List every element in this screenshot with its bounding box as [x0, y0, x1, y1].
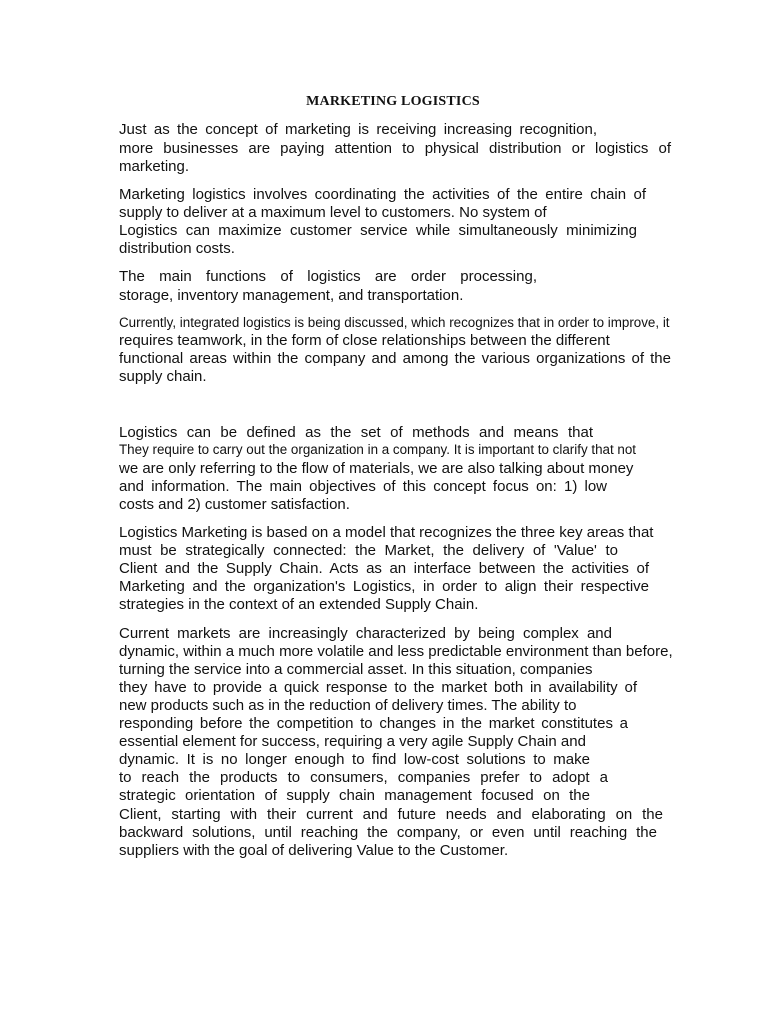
paragraph-4-line-3: functional areas within the company and among the various organizations of the	[119, 350, 671, 367]
paragraph-7-line-7: essential element for success, requiring a very agile Supply Chain and	[119, 733, 586, 750]
paragraph-7-line-2: dynamic, within a much more volatile and less predictable environment than before,	[119, 643, 673, 660]
paragraph-2-line-2: supply to deliver at a maximum level to customers. No system of	[119, 204, 547, 221]
paragraph-2-line-1: Marketing logistics involves coordinating the activities of the entire chain of	[119, 186, 646, 203]
paragraph-7-line-12: backward solutions, until reaching the company, or even until reaching the	[119, 824, 657, 841]
paragraph-5-line-5: costs and 2) customer satisfaction.	[119, 496, 350, 513]
paragraph-6-line-1: Logistics Marketing is based on a model that recognizes the three key areas that	[119, 524, 654, 541]
paragraph-1-line-3: marketing.	[119, 158, 190, 175]
paragraph-7-line-1: Current markets are increasingly characterized by being complex and	[119, 625, 612, 642]
paragraph-1-line-2: more businesses are paying attention to physical distribution or logistics of	[119, 140, 671, 157]
paragraph-3-line-1: The main functions of logistics are order processing,	[119, 268, 537, 285]
paragraph-5-line-4: and information. The main objectives of this concept focus on: 1) low	[119, 478, 607, 495]
paragraph-7-line-9: to reach the products to consumers, companies prefer to adopt a	[119, 769, 608, 786]
paragraph-7-line-6: responding before the competition to changes in the market constitutes a	[119, 715, 628, 732]
paragraph-4-line-1: Currently, integrated logistics is being discussed, which recognizes that in order to improve, it	[119, 315, 670, 330]
paragraph-7-line-11: Client, starting with their current and future needs and elaborating on the	[119, 806, 663, 823]
paragraph-7-line-3: turning the service into a commercial asset. In this situation, companies	[119, 661, 593, 678]
paragraph-6-line-4: Marketing and the organization's Logistics, in order to align their respective	[119, 578, 649, 595]
paragraph-6-line-3: Client and the Supply Chain. Acts as an interface between the activities of	[119, 560, 649, 577]
paragraph-6-line-5: strategies in the context of an extended Supply Chain.	[119, 596, 479, 613]
paragraph-4-line-2: requires teamwork, in the form of close relationships between the different	[119, 332, 610, 349]
paragraph-6-line-2: must be strategically connected: the Market, the delivery of 'Value' to	[119, 542, 618, 559]
paragraph-7-line-13: suppliers with the goal of delivering Value to the Customer.	[119, 842, 509, 859]
paragraph-5-line-1: Logistics can be defined as the set of methods and means that	[119, 424, 593, 441]
paragraph-7-line-5: new products such as in the reduction of delivery times. The ability to	[119, 697, 577, 714]
paragraph-3-line-2: storage, inventory management, and transportation.	[119, 287, 464, 304]
paragraph-7-line-4: they have to provide a quick response to the market both in availability of	[119, 679, 637, 696]
paragraph-5-line-3: we are only referring to the flow of materials, we are also talking about money	[119, 460, 634, 477]
paragraph-5-line-2: They require to carry out the organization in a company. It is important to clarify that not	[119, 442, 637, 457]
paragraph-2-line-3: Logistics can maximize customer service while simultaneously minimizing	[119, 222, 637, 239]
paragraph-7-line-10: strategic orientation of supply chain management focused on the	[119, 787, 590, 804]
paragraph-4-line-4: supply chain.	[119, 368, 207, 385]
paragraph-1-line-1: Just as the concept of marketing is receiving increasing recognition,	[119, 121, 597, 138]
paragraph-7-line-8: dynamic. It is no longer enough to find low-cost solutions to make	[119, 751, 590, 768]
document-title: MARKETING LOGISTICS	[306, 94, 480, 109]
paragraph-2-line-4: distribution costs.	[119, 240, 235, 257]
